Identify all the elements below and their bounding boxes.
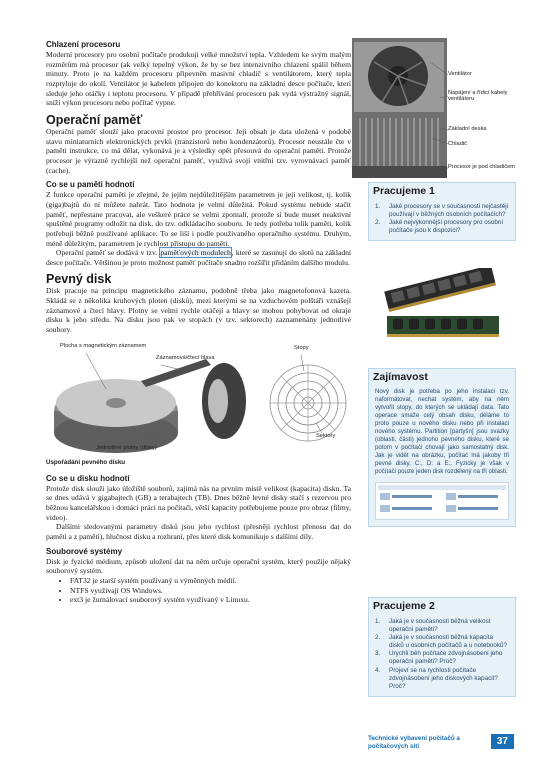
box-text: Nový disk je potřeba po jeho instalaci tzv. naformátovat, nechat systém, aby na něm vytvořil stopy, do kterých se ukládají data. Tato operace smaže celý obsah disku, děláme to proto pouze u nového disku nebo při instalaci nového systému. Partition [partyšn] jsou svazky (oblasti, části) jednoho pevného disku, které se potom v počítači chovají jako samostatný disk. Jak je vidět na obrázku, počítač má jakoby tři pevné disky, C:, D: a E:. Fyzicky je však v počítači pouze jeden disk rozdělený na tři oblasti. [375, 388, 509, 476]
heading-hdd-params: Co se u disku hodnotí [46, 473, 130, 483]
list-item: 4. Projeví se na rychlosti počítače zdvojnásobení jeho diskových kapacit? Proč? [375, 666, 498, 690]
list-item: • FAT32 je starší systém používaný u výměnných médií. [70, 576, 351, 586]
cpu-label-board: Základní deska [448, 126, 487, 132]
heading-ram-params: Co se u paměti hodnotí [46, 180, 135, 190]
page-number: 37 [491, 734, 514, 749]
box-zajimavost [368, 368, 516, 527]
box-title: Pracujeme 2 [369, 598, 515, 614]
hdd-label-platters: Jednotlivé plotny (disky) [96, 444, 157, 451]
question-text: Projeví se na rychlosti počítače zdvojnásobení jeho diskových kapacit? Proč? [389, 666, 498, 690]
question-list [369, 199, 515, 240]
heading-hdd: Pevný disk [46, 272, 112, 287]
cpu-label-cooler: Chladič [448, 141, 467, 147]
cpu-label-fan: Ventilátor [448, 71, 472, 77]
question-text: Jaká je v současnosti běžná velikost operační paměti? [389, 618, 491, 634]
text-hdd-params-1: Protože disk slouží jako úložiště souborů, zajímá nás na prvním místě velikost (kapacita) disku. Ta se dnes udává v gigabajtech (GB) a terabajtech (TB). Dnes běžně levné disky stačí s rezervou pro běžnou kancelářskou i domácí práci na počítači, větší kapacity potřebujeme pouze pro obraz (filmy, video). [46, 483, 351, 522]
text-ram-params-2a: Operační paměť se dodává v tzv. [56, 248, 160, 258]
main-column [46, 40, 351, 605]
text-filesystems: Disk je fyzické médium, způsob uložení dat na něm určuje operační systém, který použije nějaký souborový systém. [46, 556, 351, 576]
list-item: • ext3 je žurnálovací souborový systém využívaný v Linuxu. [70, 595, 351, 605]
filesystems-list [46, 576, 351, 605]
hdd-figure [46, 341, 351, 456]
box-title: Pracujeme 1 [369, 183, 515, 199]
text-ram-params-1: Z funkce operační paměti je zřejmé, že jejím nejdůležitějším parametrem je její velikost, tj. kolik (giga)bajtů do ní můžete nahrát. Tato hodnota je velmi důležitá. Pokud systému nebude stačit paměť, nepřestane pracovat, ale veškeré práce se velmi zpomalí, protože si bude muset neaktivní spuštěné programy odložit na disk, do tzv. odkládacího souboru. Je tedy potřeba tolik paměti, kolik potřebují běžně používané aplikace. To se liší i podle používaného operačního systému. Druhým, méně důležitým, parametrem je rychlost přístupu do paměti. [46, 190, 351, 248]
list-item: 2. Jaká je v současnosti běžná kapacita disků u osobních počítačů a u notebooků? [375, 634, 507, 650]
text-cpu-cooling: Moderní procesory pro osobní počítače produkují velké množství tepla. Vzhledem ke svým malým rozměrům má procesor (ak velký tepelný výkon, že by se bez intenzivního chlazení spálil během minuty. Proto je na každém procesoru připevněn masivní chladič s ventilátorem, který tepla rozptyluje do okolí. Ventilátor je kabelem připojen do konektoru na základní desce počítače, kterí sleduje jeho otáčky i teplotu procesoru. V případě přehřívání procesoru pak vydá výstražný signál, sníží výkon procesoru nebo počítač vypne. [46, 50, 351, 108]
text-ram-params-2 [46, 248, 351, 267]
hdd-label-tracks: Stopy [294, 344, 309, 351]
text-hdd: Disk pracuje na principu magnetického záznamu, podobně třeba jako magnetofonová kazeta. Skládá se z několika kruhových ploten (disků), mezi kterými se na vzduchovém polštáři vznášejí záznamové a čtecí hlavy. Plotny se velmi rychle otáčejí a hlavy se mohou pohybovat od okraje disku k jeho středu. Na disku jsou pak ve stopách (v tzv. sektorech) zaznamenány jednotlivé soubory. [46, 286, 351, 335]
list-item: 1. Jaké procesory se v současnosti nejčastěji používají v běžných osobních počítačích? [375, 203, 508, 219]
question-text: Jaké procesory se v současnosti nejčastěji používají v běžných osobních počítačích? [389, 203, 508, 219]
highlight-memory-modules: paměťových modulech [160, 248, 231, 258]
hdd-label-head: Záznamová/čtecí hlava [156, 354, 215, 361]
list-item: 3. Urychlí běh počítače zdvojnásobení jeho operační paměti? Proč? [375, 650, 503, 666]
box-pracujeme-2 [368, 597, 516, 697]
list-item: • NTFS využívají OS Windows. [70, 586, 351, 596]
partition-screenshot [375, 482, 509, 520]
heading-filesystems: Souborové systémy [46, 546, 123, 556]
heading-cpu-cooling: Chlazení procesoru [46, 40, 121, 49]
cpu-label-power: Napájení a řídicí kabely ventilátoru [448, 90, 508, 102]
hdd-label-sectors: Sektory [316, 432, 336, 439]
box-pracujeme-1 [368, 182, 516, 241]
partition-screenshot-image [376, 483, 508, 519]
text-ram-params-2b: , které se zasunují do slotů na základní desce počítače. Většinou je proto možnost paměť počítače snadno rozšířit přidáním dalšího modulu. [46, 248, 352, 267]
hdd-label-platter: Plocha s magnetickým záznamem [60, 342, 147, 349]
text-hdd-params-2: Dalšími sledovanými parametry disků jsou jeho rychlost (přesněji rychlost přenosu dat do paměti a z paměti), hlučnost disku a rozhraní, přes které disk komunikuje s dalšími díly. [46, 522, 351, 542]
question-text: Jaké nejvýkonnější procesory pro osobní počítače jsou k dispozici? [389, 219, 504, 235]
question-text: Urychlí běh počítače zdvojnásobení jeho operační paměti? Proč? [389, 650, 503, 666]
ram-modules-image [375, 268, 505, 343]
hdd-figure-caption: Uspořádání pevného disku [46, 458, 126, 466]
cpu-label-processor: Procesor je pod chladičem [448, 164, 516, 170]
list-item: 2. Jaké nejvýkonnější procesory pro osobní počítače jsou k dispozici? [375, 219, 504, 235]
cpu-cooler-image [352, 38, 516, 178]
text-ram: Operační paměť slouží jako pracovní prostor pro procesor. Její obsah je data uložená v podobě stavu miniaturních elektronických prvků (tranzistorů nebo kondenzátorů). Procesor neustále čte v paměti instrukce, co má dělat, vykonává je a výsledky opět přesouvá do operační paměti. Protože procesor je výrazně rychlejší než operační paměť, využívá svojí vnitřní tzv. vyrovnávací paměť (cache). [46, 126, 351, 175]
page-footer [368, 735, 514, 751]
ram-modules-figure [375, 268, 505, 343]
list-item: 1. Jaká je v současnosti běžná velikost operační paměti? [375, 618, 491, 634]
box-title: Zajímavost [369, 369, 515, 385]
question-list [369, 614, 515, 696]
footer-title: Technické vybavení počítačů a počítačových sítí [368, 735, 460, 750]
cpu-cooler-figure [352, 38, 516, 178]
question-text: Jaká je v současnosti běžná kapacita disků u osobních počítačů a u notebooků? [389, 634, 507, 650]
heading-ram: Operační paměť [46, 112, 143, 127]
